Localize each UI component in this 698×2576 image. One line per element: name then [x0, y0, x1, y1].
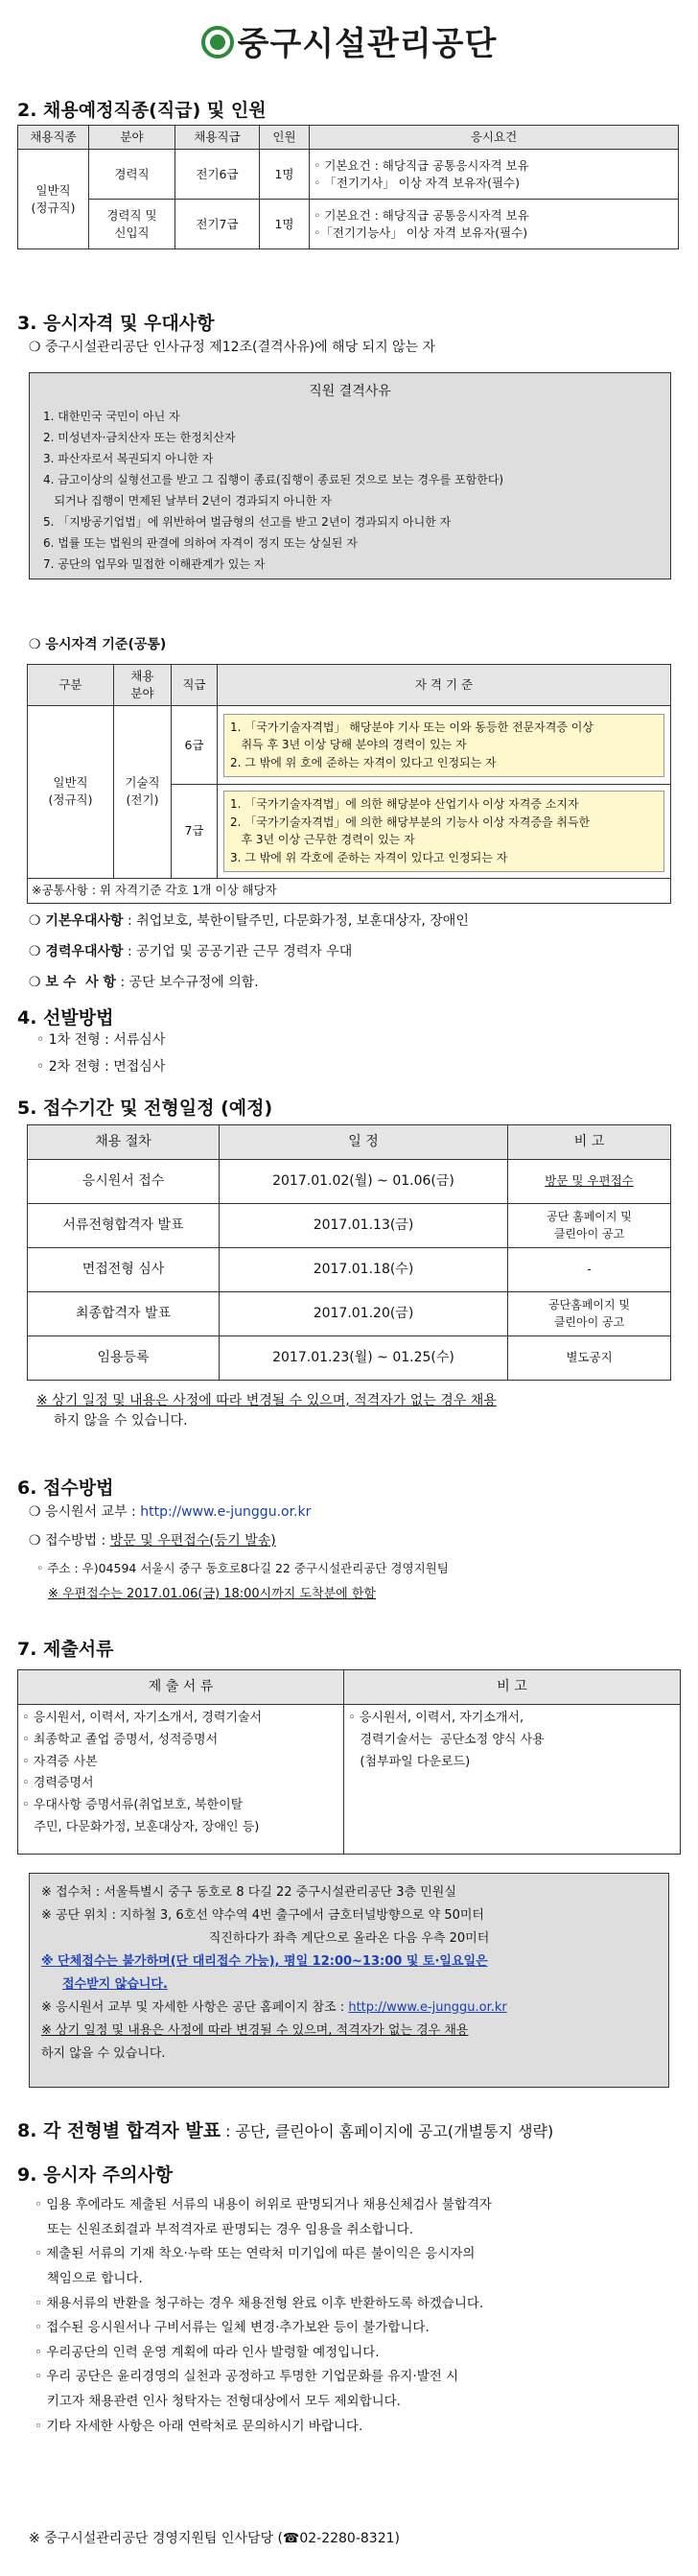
- section-8-title: 8. 각 전형별 합격자 발표: [17, 2120, 221, 2141]
- criteria-line: 2. 그 밖에 위 호에 준하는 자격이 있다고 인정되는 자: [230, 756, 497, 770]
- label: ❍ 응시원서 교부 :: [29, 1504, 141, 1520]
- cell-remark: 방문 및 우편접수: [508, 1160, 671, 1204]
- disq-item: 7. 공단의 업무와 밀접한 이해관계가 있는 자: [43, 557, 266, 571]
- criteria-line: 후 3년 이상 근무한 경력이 있는 자: [230, 833, 415, 847]
- cell-grade-7: 7급: [172, 785, 218, 878]
- note-item: ◦ 우리공단의 인력 운영 계획에 따라 인사 발령할 예정입니다.: [35, 2344, 380, 2360]
- pref-key: ❍ 기본우대사항: [29, 913, 124, 929]
- contact: ※ 중구시설관리공단 경영지원팀 인사담당 (☎02-2280-8321): [29, 2531, 400, 2546]
- cell-date: 2017.01.13(금): [220, 1204, 508, 1248]
- req-line: ◦ 기본요건 : 해당직급 공통응시자격 보유: [314, 157, 529, 173]
- note-item: ◦ 접수된 응시원서나 구비서류는 일체 변경·추가보완 등이 불가합니다.: [35, 2320, 430, 2336]
- th-req: 응시요건: [310, 126, 679, 150]
- notice-line: 하지 않을 수 있습니다.: [41, 2046, 166, 2062]
- note-item: ◦ 제출된 서류의 기재 착오·누락 또는 연락처 미기입에 따른 불이익은 응시자의: [35, 2246, 476, 2262]
- form-download: [29, 1502, 311, 1523]
- pref-value: : 공기업 및 공공기관 근무 경력자 우대: [123, 944, 353, 959]
- cell-req: [310, 150, 679, 200]
- section-4-title: 4. 선발방법: [17, 1007, 114, 1028]
- pref-basic: [29, 911, 469, 932]
- th-date: 일 정: [220, 1125, 508, 1160]
- disq-item: 되거나 집행이 면제된 날부터 2년이 경과되지 아니한 자: [43, 494, 332, 508]
- note-item: ◦ 임용 후에라도 제출된 서류의 내용이 허위로 판명되거나 채용신체검사 불합격자: [35, 2197, 492, 2212]
- cell-type: 일반직 (정규직): [18, 150, 89, 249]
- pref-key: ❍ 보 수 사 항: [29, 975, 117, 990]
- doc-item: ◦ 우대사항 증명서류(취업보호, 북한이탈: [22, 1798, 244, 1812]
- th-field: 채용 분야: [114, 665, 172, 706]
- docs-list: [18, 1705, 344, 1855]
- th-criteria: 자 격 기 준: [218, 665, 671, 706]
- disq-title: 직원 결격사유: [309, 384, 391, 399]
- notice-line: 접수받지 않습니다.: [62, 1977, 168, 1993]
- notice-box: [29, 1873, 669, 2088]
- cell-grade: 전기6급: [175, 150, 260, 200]
- criteria-line: 1. 「국가기술자격법」 해당분야 기사 또는 이와 동등한 전문자격증 이상: [230, 720, 593, 734]
- th-grade: 채용직급: [175, 126, 260, 150]
- pref-value: : 공단 보수규정에 의함.: [116, 975, 259, 990]
- doc-item: 주민, 다문화가정, 보훈대상자, 장애인 등): [22, 1819, 260, 1834]
- section-6-title: 6. 접수방법: [17, 1477, 114, 1499]
- req-line: ◦「전기기능사」 이상 자격 보유자(필수): [314, 225, 528, 240]
- address: ◦ 주소 : 우)04594 서울시 중구 동호로8다길 22 중구시설관리공단 경영지원팀: [36, 1561, 449, 1575]
- criteria-line: 취득 후 3년 이상 당해 분야의 경력이 있는 자: [230, 738, 467, 752]
- selection-step-1: ◦ 1차 전형 : 서류심사: [36, 1032, 166, 1048]
- disq-item: 6. 법률 또는 법원의 판결에 의하여 자격이 정지 또는 상실된 자: [43, 536, 358, 550]
- cell-remark: 별도공지: [508, 1336, 671, 1381]
- section-5-title: 5. 접수기간 및 전형일정 (예정): [17, 1098, 273, 1119]
- cell-step: 서류전형합격자 발표: [28, 1204, 220, 1248]
- section-3-title: 3. 응시자격 및 우대사항: [17, 313, 215, 334]
- section-8: [17, 2116, 553, 2142]
- pref-value: : 취업보호, 북한이탈주민, 다문화가정, 보훈대상자, 장애인: [123, 913, 469, 929]
- cell-step: 응시원서 접수: [28, 1160, 220, 1204]
- notice-line: 직진하다가 좌측 계단으로 올라온 다음 우측 20미터: [208, 1931, 490, 1947]
- disq-item: 2. 미성년자·금치산자 또는 한정치산자: [43, 431, 236, 444]
- notice-text: ※ 응시원서 교부 및 자세한 사항은 공단 홈페이지 참조 :: [41, 2000, 349, 2016]
- cell-step: 최종합격자 발표: [28, 1292, 220, 1336]
- note-item: ◦ 채용서류의 반환을 청구하는 경우 채용전형 완료 이후 반환하도록 하겠습니다.: [35, 2295, 484, 2311]
- logo-mark-icon: [201, 26, 234, 59]
- section-9-title: 9. 응시자 주의사항: [17, 2164, 174, 2186]
- disqualification-box: [29, 372, 671, 579]
- doc-item: ◦ 경력증명서: [22, 1776, 94, 1791]
- cell-count: 1명: [260, 200, 310, 249]
- note-item: 또는 신원조회결과 부적격자로 판명되는 경우 임용을 취소합니다.: [35, 2221, 414, 2237]
- remark-item: (첨부파일 다운로드): [348, 1754, 471, 1769]
- cell-req: [310, 200, 679, 249]
- cell-step: 임용등록: [28, 1336, 220, 1381]
- cell-type: 일반직 (정규직): [28, 706, 114, 878]
- th-step: 채용 절차: [28, 1125, 220, 1160]
- criteria-note: ※공통사항 : 위 자격기준 각호 1개 이상 해당자: [28, 878, 671, 903]
- cell-grade: 전기7급: [175, 200, 260, 249]
- section-7-title: 7. 제출서류: [17, 1639, 114, 1660]
- schedule-note: [36, 1391, 497, 1431]
- org-logo: [0, 17, 698, 64]
- cell-field: 경력직: [89, 150, 175, 200]
- cell-criteria-7: [218, 785, 671, 878]
- section-2-title: 2. 채용예정직종(직급) 및 인원: [17, 100, 267, 121]
- criteria-line: 2. 「국가기술자격법」에 의한 해당부분의 기능사 이상 자격증을 취득한: [230, 815, 591, 829]
- th-remark: 비 고: [508, 1125, 671, 1160]
- doc-item: ◦ 응시원서, 이력서, 자기소개서, 경력기술서: [22, 1711, 263, 1725]
- pref-key: ❍ 경력우대사항: [29, 944, 124, 959]
- th-remark: 비 고: [344, 1670, 681, 1705]
- criteria-table: [27, 664, 671, 904]
- criteria-line: 3. 그 밖에 위 각호에 준하는 자격이 있다고 인정되는 자: [230, 851, 508, 865]
- criteria-line: 1. 「국가기술자격법」에 의한 해당분야 산업기사 이상 자격증 소지자: [230, 797, 579, 812]
- homepage-link[interactable]: http://www.e-junggu.or.kr: [348, 2000, 507, 2016]
- doc-item: ◦ 최종학교 졸업 증명서, 성적증명서: [22, 1732, 219, 1747]
- notice-line: [41, 1997, 657, 2020]
- notes-list: [35, 2193, 677, 2439]
- disq-item: 5. 「지방공기업법」에 위반하여 벌금형의 선고를 받고 2년이 경과되지 아니한 자: [43, 515, 452, 529]
- pref-pay: [29, 973, 259, 993]
- docs-remark: [344, 1705, 681, 1855]
- method-value: 방문 및 우편접수(등기 발송): [109, 1533, 276, 1548]
- cell-date: 2017.01.20(금): [220, 1292, 508, 1336]
- cell-date: 2017.01.23(월) ~ 01.25(수): [220, 1336, 508, 1381]
- cell-date: 2017.01.18(수): [220, 1248, 508, 1292]
- mail-deadline: ※ 우편접수는 2017.01.06(금) 18:00시까지 도착분에 한함: [48, 1587, 376, 1601]
- positions-table: [17, 125, 679, 249]
- cell-remark: 공단홈페이지 및 클린아이 공고: [508, 1292, 671, 1336]
- note-line: ※ 상기 일정 및 내용은 사정에 따라 변경될 수 있으며, 적격자가 없는 경우 채용: [36, 1393, 497, 1408]
- notice-line: ※ 공단 위치 : 지하철 3, 6호선 약수역 4번 출구에서 금호터널방향으로 약 50미터: [41, 1908, 484, 1924]
- section-8-text: : 공단, 클린아이 홈페이지에 공고(개별통지 생략): [221, 2122, 554, 2140]
- cell-step: 면접전형 심사: [28, 1248, 220, 1292]
- cell-grade-6: 6급: [172, 706, 218, 785]
- cell-criteria-6: [218, 706, 671, 785]
- req-line: ◦ 기본요건 : 해당직급 공통응시자격 보유: [314, 207, 529, 223]
- cell-count: 1명: [260, 150, 310, 200]
- note-item: 키고자 채용관련 인사 청탁자는 전형대상에서 모두 제외합니다.: [35, 2394, 401, 2410]
- cell-remark: -: [508, 1248, 671, 1292]
- documents-table: [17, 1669, 681, 1855]
- th-count: 인원: [260, 126, 310, 150]
- disq-item: 4. 금고이상의 실형선고를 받고 그 집행이 종료(집행이 종료된 것으로 보는 경우를 포함한다): [43, 473, 504, 486]
- th-type: 채용직종: [18, 126, 89, 150]
- notice-line: ※ 접수처 : 서울특별시 중구 동호로 8 다길 22 중구시설관리공단 3층 민원실: [41, 1885, 456, 1900]
- notice-line: ※ 단체접수는 불가하며(단 대리접수 가능), 평일 12:00~13:00 및 토·일요일은: [41, 1954, 488, 1970]
- note-item: ◦ 기타 자세한 사항은 아래 연락처로 문의하시기 바랍니다.: [35, 2418, 363, 2434]
- schedule-table: [27, 1124, 671, 1381]
- notice-line: ※ 상기 일정 및 내용은 사정에 따라 변경될 수 있으며, 적격자가 없는 경우 채용: [41, 2023, 469, 2039]
- note-line: 하지 않을 수 있습니다.: [54, 1413, 188, 1429]
- common-criteria-title: ❍ 응시자격 기준(공통): [29, 637, 167, 652]
- disq-item: 1. 대한민국 국민이 아닌 자: [43, 410, 180, 423]
- submit-method: [29, 1531, 276, 1551]
- th-docs: 제 출 서 류: [18, 1670, 344, 1705]
- cell-date: 2017.01.02(월) ~ 01.06(금): [220, 1160, 508, 1204]
- th-gubun: 구분: [28, 665, 114, 706]
- req-line: ◦ 「전기기사」 이상 자격 보유자(필수): [314, 175, 520, 190]
- doc-item: ◦ 자격증 사본: [22, 1754, 98, 1769]
- cell-field: 기술직 (전기): [114, 706, 172, 878]
- th-field: 분야: [89, 126, 175, 150]
- logo-text: 중구시설관리공단: [237, 25, 498, 63]
- disq-item: 3. 파산자로서 복권되지 아니한 자: [43, 452, 214, 465]
- s3-intro: ❍ 중구시설관리공단 인사규정 제12조(결격사유)에 해당 되지 않는 자: [29, 340, 436, 355]
- homepage-link[interactable]: http://www.e-junggu.or.kr: [140, 1504, 312, 1520]
- cell-remark: 공단 홈페이지 및 클린아이 공고: [508, 1204, 671, 1248]
- pref-career: [29, 942, 352, 962]
- remark-item: ◦ 응시원서, 이력서, 자기소개서,: [348, 1711, 524, 1725]
- note-item: ◦ 우리 공단은 윤리경영의 실천과 공정하고 투명한 기업문화를 유지·발전 시: [35, 2369, 459, 2385]
- cell-field: 경력직 및 신입직: [89, 200, 175, 249]
- th-grade: 직급: [172, 665, 218, 706]
- selection-step-2: ◦ 2차 전형 : 면접심사: [36, 1059, 166, 1075]
- label: ❍ 접수방법 :: [29, 1533, 110, 1548]
- remark-item: 경력기술서는 공단소정 양식 사용: [348, 1732, 545, 1747]
- note-item: 책임으로 합니다.: [35, 2270, 143, 2286]
